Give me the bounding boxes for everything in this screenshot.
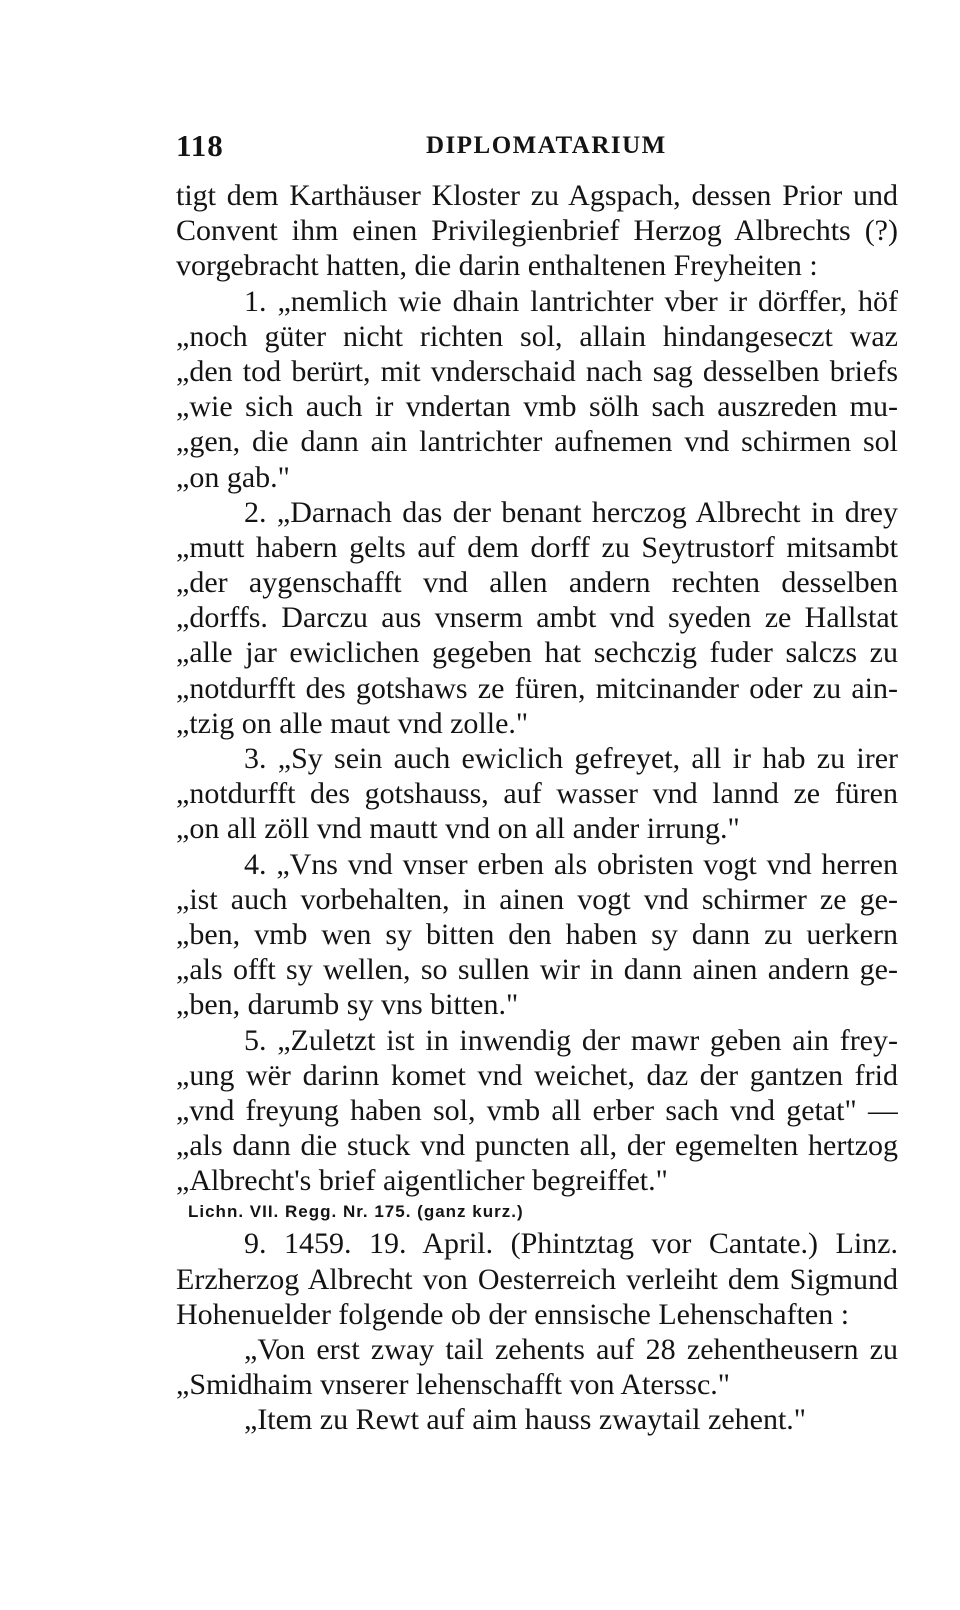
text-line: „mutt habern gelts auf dem dorff zu Seytrustorf mitsambt: [176, 530, 898, 564]
text-line: „vnd freyung haben sol, vmb all erber sach vnd getat" —: [176, 1093, 898, 1127]
text-line: tigt dem Karthäuser Kloster zu Agspach, dessen Prior und: [176, 179, 898, 212]
text-line: „ist auch vorbehalten, in ainen vogt vnd schirmer ze ge-: [176, 882, 898, 916]
text-line: „dorffs. Darczu aus vnserm ambt vnd syeden ze Hallstat: [176, 601, 898, 635]
text-line: „gen, die dann ain lantrichter aufnemen vnd schirmen sol: [176, 425, 898, 459]
text-line: „on gab.": [176, 460, 290, 494]
text-line: 3. „Sy sein auch ewiclich gefreyet, all ir hab zu irer: [244, 742, 898, 775]
page-number: 118: [176, 128, 224, 163]
text-line: „ben, darumb sy vns bitten.": [176, 988, 519, 1022]
text-line: 2. „Darnach das der benant herczog Albrecht in drey: [244, 495, 898, 529]
text-line: „als offt sy wellen, so sullen wir in dann ainen andern ge-: [176, 953, 898, 987]
text-line: 1. „nemlich wie dhain lantrichter vber ir dörffer, höf: [244, 284, 898, 318]
page-header: [176, 128, 896, 168]
text-line: „Item zu Rewt auf aim hauss zwaytail zehent.": [244, 1403, 807, 1437]
text-line: 4. „Vns vnd vnser erben als obristen vogt vnd herren: [244, 847, 898, 881]
citation-line: Lichn. VII. Regg. Nr. 175. (ganz kurz.): [188, 1202, 524, 1222]
text-line: „alle jar ewiclichen gegeben hat sechczig fuder salczs zu: [176, 636, 898, 670]
text-line: 5. „Zuletzt ist in inwendig der mawr geben ain frey-: [244, 1023, 898, 1057]
text-line: „notdurfft des gotshauss, auf wasser vnd lannd ze füren: [176, 777, 898, 811]
text-line: „den tod berürt, mit vnderschaid nach sag desselben briefs: [176, 354, 898, 388]
text-line: „noch güter nicht richten sol, allain hindangeseczt waz: [176, 319, 898, 353]
text-line: 9. 1459. 19. April. (Phintztag vor Cantate.) Linz.: [244, 1227, 898, 1261]
text-line: „Albrecht's brief aigentlicher begreiffet.": [176, 1164, 668, 1198]
text-line: „wie sich auch ir vndertan vmb sölh sach auszreden mu-: [176, 390, 898, 424]
text-line: Erzherzog Albrecht von Oesterreich verleiht dem Sigmund: [176, 1262, 898, 1296]
text-line: „ben, vmb wen sy bitten den haben sy dann zu uerkern: [176, 917, 898, 951]
text-line: „als dann die stuck vnd puncten all, der egemelten hertzog: [176, 1129, 898, 1163]
text-line: „der aygenschafft vnd allen andern rechten desselben: [176, 566, 898, 600]
text-line: vorgebracht hatten, die darin enthaltenen Freyheiten :: [176, 249, 818, 283]
text-line: Convent ihm einen Privilegienbrief Herzog Albrechts (?): [176, 214, 898, 248]
text-line: „on all zöll vnd mautt vnd on all ander irrung.": [176, 812, 740, 846]
text-line: „ung wër darinn komet vnd weichet, daz der gantzen frid: [176, 1058, 898, 1092]
text-line: Hohenuelder folgende ob der ennsische Lehenschaften :: [176, 1297, 850, 1331]
text-line: „Smidhaim vnserer lehenschafft von Aterssc.": [176, 1368, 731, 1402]
body-text: [176, 178, 898, 1438]
text-line: „tzig on alle maut vnd zolle.": [176, 706, 529, 740]
text-line: „Von erst zway tail zehents auf 28 zehentheusern zu: [244, 1333, 898, 1366]
text-line: „notdurfft des gotshaws ze füren, mitcinander oder zu ain-: [176, 671, 898, 705]
running-title: DIPLOMATARIUM: [426, 132, 667, 159]
